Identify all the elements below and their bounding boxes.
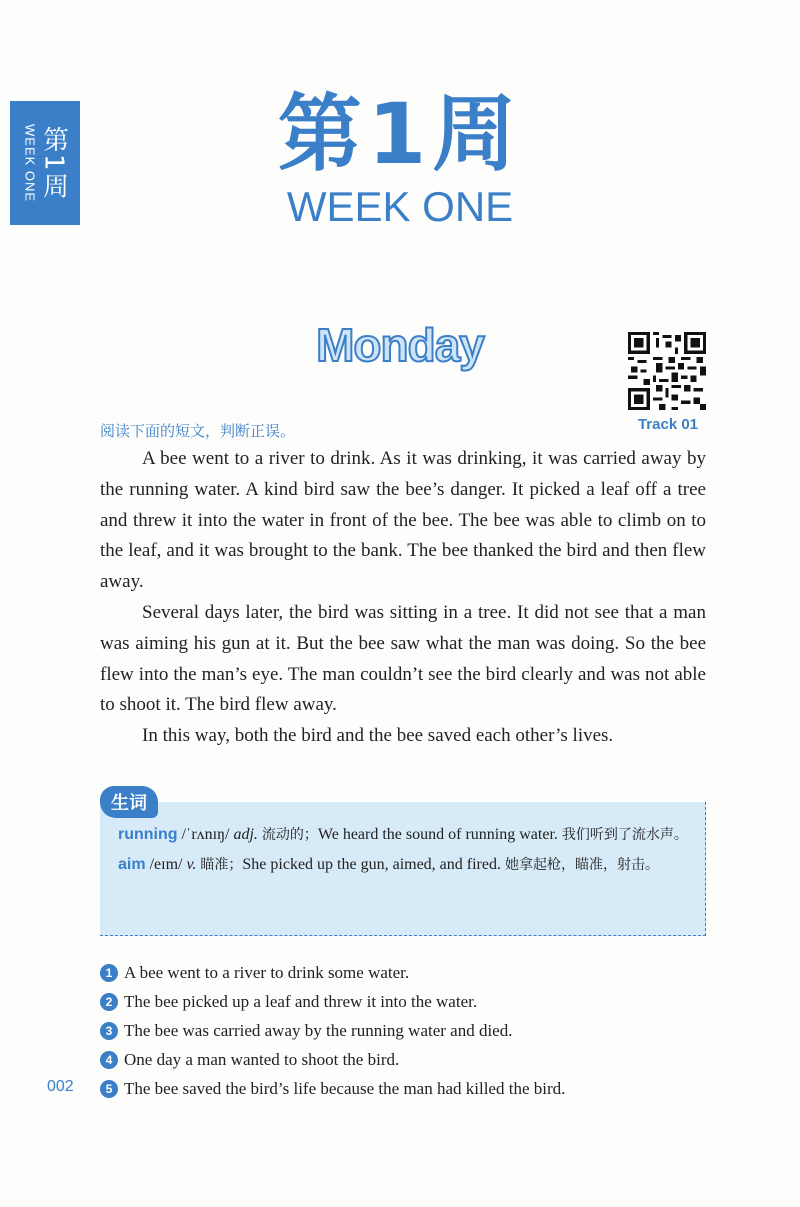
- vocab-badge: 生词: [100, 786, 158, 818]
- vocab-example: She picked up the gun, aimed, and fired.: [242, 856, 501, 873]
- day-title: Monday: [316, 319, 484, 371]
- vocab-example-cn: 她拿起枪，瞄准，射击。: [504, 857, 659, 873]
- week-title-cn: 第1周: [277, 85, 523, 183]
- vocab-entry: aim /eɪm/ v. 瞄准；She picked up the gun, aimed, and fired. 她拿起枪，瞄准，射击。: [118, 856, 659, 873]
- vocab-meaning: 流动的: [261, 827, 304, 843]
- vocab-phonetic: /eɪm/: [149, 856, 183, 873]
- instruction: 阅读下面的短文，判断正误。: [100, 422, 296, 440]
- vocab-phonetic: /ˈrʌnɪŋ/: [181, 826, 230, 843]
- vocab-example-cn: 我们听到了流水声。: [561, 827, 688, 843]
- question-number: 4: [100, 1051, 118, 1069]
- week-title-en: WEEK ONE: [286, 183, 514, 230]
- question-text: The bee picked up a leaf and threw it into the water.: [124, 991, 478, 1011]
- vocab-entry: running /ˈrʌnɪŋ/ adj. 流动的；We heard the sound of running water. 我们听到了流水声。: [118, 826, 688, 843]
- vocab-example: We heard the sound of running water.: [317, 826, 558, 843]
- question-item: [100, 1074, 720, 1103]
- question-item: [100, 1045, 720, 1074]
- vocab-word: aim: [118, 856, 146, 873]
- question-item: [100, 1016, 720, 1045]
- page-number: 002: [47, 1078, 74, 1095]
- vocab-pos: v.: [186, 856, 197, 873]
- question-number: 2: [100, 993, 118, 1011]
- vocab-meaning: 瞄准: [200, 857, 229, 873]
- question-item: [100, 987, 720, 1016]
- vocab-pos: adj.: [233, 826, 258, 843]
- reading-passage: [100, 444, 706, 752]
- question-list: [100, 958, 720, 1103]
- qr-code-icon: [628, 332, 706, 410]
- passage-paragraph: A bee went to a river to drink. As it was drinking, it was carried away by the running water. A kind bird saw the bee’s danger. It picked a leaf off a tree and threw it into the water in front of the bee. The bee was able to climb on to the leaf, and it was brought to the bank. The bee thanked the bird and then flew away.: [100, 448, 706, 593]
- question-item: [100, 958, 720, 987]
- question-number: 3: [100, 1022, 118, 1040]
- question-text: The bee was carried away by the running water and died.: [124, 1020, 513, 1040]
- question-text: One day a man wanted to shoot the bird.: [124, 1049, 400, 1069]
- question-text: A bee went to a river to drink some water.: [124, 962, 410, 982]
- question-number: 1: [100, 964, 118, 982]
- audio-track-label: Track 01: [637, 416, 699, 433]
- question-number: 5: [100, 1080, 118, 1098]
- passage-paragraph: In this way, both the bird and the bee saved each other’s lives.: [142, 725, 614, 747]
- vocab-word: running: [118, 826, 178, 843]
- passage-paragraph: Several days later, the bird was sitting in a tree. It did not see that a man was aiming his gun at it. But the bee saw what the man was doing. So the bee flew into the man’s eye. The man couldn’t see the bird clearly and was not able to shoot it. The bird flew away.: [100, 601, 706, 716]
- question-text: The bee saved the bird’s life because the man had killed the bird.: [124, 1078, 566, 1098]
- side-tab-en: WEEK ONE: [22, 123, 38, 203]
- side-tab-cn: 第1周: [38, 125, 69, 201]
- vocabulary-box: [100, 802, 706, 936]
